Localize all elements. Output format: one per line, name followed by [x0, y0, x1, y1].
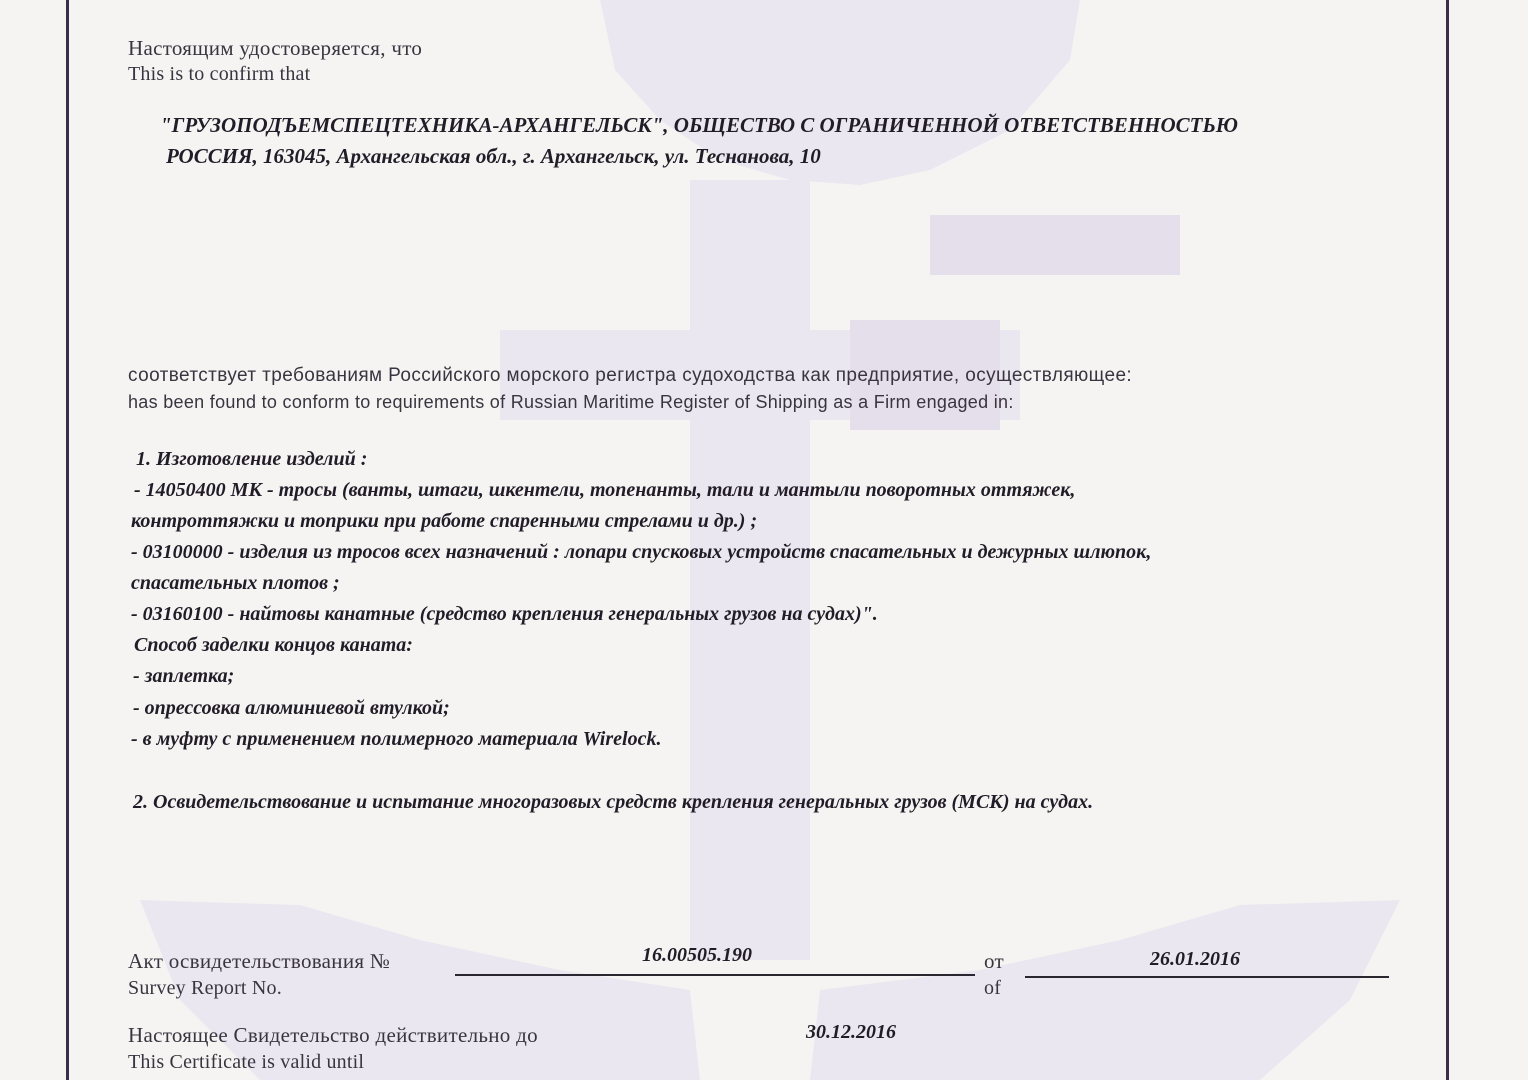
- scope-item: контроттяжки и топрики при работе спаренными стрелами и др.) ;: [131, 510, 758, 532]
- conformity-text-en: has been found to conform to requirements of Russian Maritime Register of Shipping as a Firm engaged in:: [128, 392, 1014, 412]
- confirm-text-en: This is to confirm that: [128, 63, 311, 85]
- survey-label-en: Survey Report No.: [128, 977, 282, 999]
- confirm-text-ru: Настоящим удостоверяется, что: [128, 36, 423, 60]
- scope-item: - 03100000 - изделия из тросов всех назначений : лопари спусковых устройств спасательных и дежурных шлюпок,: [131, 541, 1152, 563]
- validity-date: 30.12.2016: [806, 1021, 896, 1043]
- border-left: [66, 0, 69, 1080]
- survey-number: 16.00505.190: [642, 944, 752, 966]
- scope-item: спасательных плотов ;: [131, 572, 340, 594]
- scope-item: - 14050400 МК - тросы (ванты, штаги, шкентели, топенанты, тали и мантыли поворотных оттяжек,: [134, 479, 1076, 501]
- border-right: [1446, 0, 1449, 1080]
- scope-item: 1. Изготовление изделий :: [136, 448, 368, 470]
- scope-item: - опрессовка алюминиевой втулкой;: [133, 697, 450, 719]
- scope-item: - в муфту с применением полимерного материала Wirelock.: [131, 728, 662, 750]
- survey-label-ru: Акт освидетельствования №: [128, 949, 391, 973]
- validity-label-en: This Certificate is valid until: [128, 1051, 365, 1073]
- company-name: "ГРУЗОПОДЪЕМСПЕЦТЕХНИКА-АРХАНГЕЛЬСК", ОБЩЕСТВО С ОГРАНИЧЕННОЙ ОТВЕТСТВЕННОСТЬЮ: [160, 113, 1238, 137]
- company-address: РОССИЯ, 163045, Архангельская обл., г. Архангельск, ул. Теснанова, 10: [166, 144, 821, 168]
- validity-label-ru: Настоящее Свидетельство действительно до: [128, 1023, 538, 1047]
- scope-item: 2. Освидетельствование и испытание многоразовых средств крепления генеральных грузов (МСК) на судах.: [133, 791, 1094, 813]
- conformity-text-ru: соответствует требованиям Российского морского регистра судоходства как предприятие, осуществляющее:: [128, 365, 1133, 386]
- survey-of-ru: от: [984, 949, 1005, 973]
- scope-item: Способ заделки концов каната:: [134, 634, 413, 656]
- scope-item: - заплетка;: [133, 665, 235, 687]
- survey-date: 26.01.2016: [1150, 948, 1240, 970]
- survey-number-underline: [455, 974, 975, 976]
- survey-date-underline: [1025, 976, 1389, 978]
- survey-of-en: of: [984, 977, 1002, 999]
- scope-item: - 03160100 - найтовы канатные (средство крепления генеральных грузов на судах)".: [131, 603, 878, 625]
